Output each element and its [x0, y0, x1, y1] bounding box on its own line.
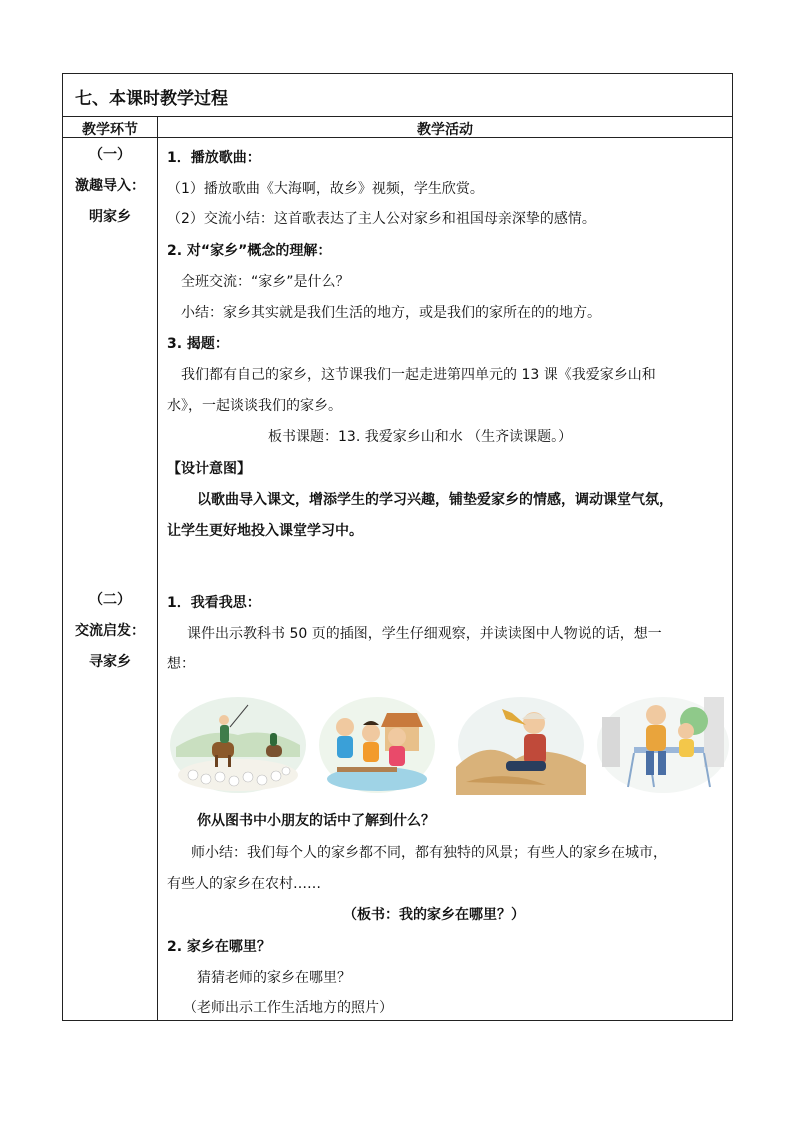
illustration-old-man-trumpet [456, 687, 586, 795]
p1-heading3: 3. 揭题： [167, 336, 229, 352]
p1-heading1: 1．播放歌曲： [167, 150, 261, 166]
design-intent-line2: 让学生更好地投入课堂学习中。 [167, 523, 363, 539]
design-intent-line1: 以歌曲导入课文，增添学生的学习兴趣，铺垫爱家乡的情感，调动课堂气氛， [197, 492, 673, 508]
p1-heading2: 2. 对“家乡”概念的理解： [167, 243, 332, 259]
p1-line1: （1）播放歌曲《大海啊，故乡》视频，学生欣赏。 [167, 181, 484, 197]
p1-board-title: 板书课题：13. 我爱家乡山和水 （生齐读课题。） [268, 429, 573, 445]
p1-line5b: 水》，一起谈谈我们的家乡。 [167, 398, 342, 414]
header-stage: 教学环节 [82, 122, 138, 138]
p2-heading1: 1．我看我思： [167, 595, 261, 611]
p2-line3: （老师出示工作生活地方的照片） [183, 1000, 393, 1016]
stage1-sub: 明家乡 [89, 209, 131, 225]
p1-line2: （2）交流小结：这首歌表达了主人公对家乡和祖国母亲深挚的感情。 [167, 211, 596, 227]
stage1-label [63, 140, 157, 233]
section-title: 七、本课时教学过程 [75, 89, 228, 109]
p2-line2: 猜猜老师的家乡在哪里？ [197, 970, 351, 986]
header-activity: 教学活动 [417, 122, 473, 138]
p2-line1b: 想： [167, 656, 195, 672]
stage1-num: （一） [89, 147, 131, 163]
column-divider [157, 116, 158, 1020]
p2-heading2: 2. 家乡在哪里？ [167, 939, 271, 955]
p1-line4: 小结：家乡其实就是我们生活的地方，或是我们的家所在的的地方。 [181, 305, 601, 321]
stage2-num: （二） [89, 592, 131, 608]
illustration-herding [168, 687, 308, 795]
stage2-sub: 寻家乡 [89, 654, 131, 670]
stage2-label [63, 585, 157, 678]
stage2-name: 交流启发： [75, 623, 145, 639]
question-line: 你从图书中小朋友的话中了解到什么？ [197, 813, 435, 829]
p1-line5a: 我们都有自己的家乡，这节课我们一起走进第四单元的 13 课《我爱家乡山和 [181, 367, 656, 383]
board-note: （板书：我的家乡在哪里？） [343, 907, 525, 923]
illustration-city-park [594, 687, 732, 795]
lesson-table [62, 73, 733, 1021]
summary-line1: 师小结：我们每个人的家乡都不同，都有独特的风景；有些人的家乡在城市， [191, 845, 667, 861]
p1-line3: 全班交流：“家乡”是什么？ [181, 274, 350, 290]
illustration-children-village [317, 687, 437, 795]
stage1-name: 激趣导入： [75, 178, 145, 194]
row-divider [63, 116, 732, 117]
summary-line2: 有些人的家乡在农村…… [167, 876, 321, 892]
p2-line1a: 课件出示教科书 50 页的插图，学生仔细观察，并读读图中人物说的话，想一 [187, 626, 662, 642]
design-intent-label: 【设计意图】 [167, 461, 251, 477]
